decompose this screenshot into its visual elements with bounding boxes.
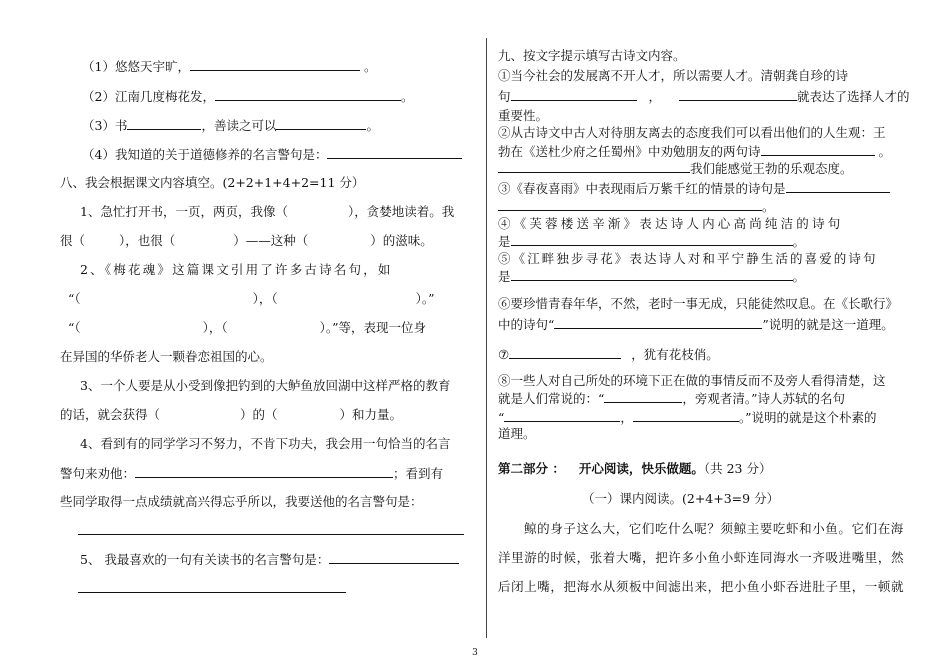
question-7-3: （3）书 ，善读之可以 。	[82, 118, 379, 133]
question-7-4: （4）我知道的关于道德修养的名言警句是：	[82, 146, 462, 163]
question-9-3-line2: 。	[498, 198, 775, 215]
answer-blank[interactable]	[215, 88, 401, 101]
question-9-7: ⑦ ，犹有花枝俏。	[498, 347, 719, 362]
question-8-1-line1: 1、急忙打开书，一页，两页，我像（ ），贪婪地读着。我	[80, 204, 455, 219]
answer-blank[interactable]	[329, 551, 459, 564]
question-9-3-line1: ③《春夜喜雨》中表现雨后万紫千红的情景的诗句是	[498, 180, 890, 197]
question-9-2-line3: 我们能感觉王勃的乐观态度。	[498, 160, 853, 177]
section-8-title: 八、我会根据课文内容填空。(2+2+1+4+2=11 分）	[60, 175, 365, 190]
reading-paragraph-line1: 鲸的身子这么大，它们吃什么呢？须鲸主要吃虾和小鱼。它们在海	[524, 521, 904, 536]
question-9-8-line4: 道理。	[498, 426, 536, 441]
question-9-8-line1: ⑧一些人对自己所处的环境下正在做的事情反而不及旁人看得清楚，这	[498, 373, 886, 388]
question-9-2-line2: 勃在《送杜少府之任蜀州》中劝勉朋友的两句诗 。	[498, 144, 892, 159]
question-8-5-line1: 5、 我最喜欢的一句有关读书的名言警句是：	[80, 551, 459, 568]
part-2-heading: 第二部分 ： 开心阅读，快乐做题。（共 23 分）	[498, 461, 772, 476]
answer-blank[interactable]	[633, 409, 739, 422]
answer-blank[interactable]	[190, 58, 360, 71]
question-9-8-line2: 就是人们常说的：“ ，旁观者清。”诗人苏轼的名句	[498, 391, 846, 406]
question-8-4-line3: 些同学取得一点成绩就高兴得忘乎所以，我要送他的名言警句是：	[60, 494, 423, 509]
question-8-4-line1: 4、看到有的同学学习不努力，不肯下功夫，我会用一句恰当的名言	[80, 436, 451, 451]
reading-paragraph-line3: 后闭上嘴，把海水从须板中间滤出来，把小鱼小虾吞进肚子里，一顿就	[498, 579, 905, 594]
answer-blank[interactable]	[135, 465, 393, 478]
question-9-1-line1: ①当今社会的发展离不开人才，所以需要人才。清朝龚自珍的诗	[498, 68, 849, 83]
answer-blank[interactable]	[511, 88, 637, 101]
question-7-2: （2）江南几度梅花发， 。	[82, 89, 414, 104]
question-8-3-line1: 3、一个人要是从小受到像把钓到的大鲈鱼放回湖中这样严格的教育	[80, 378, 451, 393]
answer-blank[interactable]	[679, 88, 797, 101]
answer-blank[interactable]	[78, 580, 346, 593]
question-9-1-line2: 句 ， 就表达了选择人才的	[498, 89, 910, 104]
question-8-2-line3: “（ ），（ ）。”等，表现一位身	[68, 320, 427, 335]
answer-blank[interactable]	[498, 160, 690, 173]
question-8-5-answer-line	[78, 580, 346, 597]
question-9-8-line3: “ ， 。”说明的就是这个朴素的	[498, 410, 877, 425]
answer-blank[interactable]	[511, 268, 793, 281]
question-9-4-line2: 是 。	[498, 234, 806, 249]
answer-blank[interactable]	[509, 346, 621, 359]
answer-blank[interactable]	[276, 117, 366, 130]
answer-blank[interactable]	[498, 198, 762, 211]
question-9-2-line1: ②从古诗文中古人对待朋友离去的态度我们可以看出他们的人生观：王	[498, 125, 886, 140]
answer-blank[interactable]	[761, 143, 875, 156]
question-9-6-line2: 中的诗句“ ”说明的就是这一道理。	[498, 317, 894, 332]
question-8-1-line2: 很（ ），也很（ ）——这种（ ）的滋味。	[60, 233, 433, 248]
question-9-5-line1: ⑤《江畔独步寻花》表达诗人对和平宁静生活的喜爱的诗句	[498, 251, 878, 266]
reading-paragraph-line2: 洋里游的时候，张着大嘴，把许多小鱼小虾连同海水一齐吸进嘴里，然	[498, 550, 905, 565]
question-9-6-line1: ⑥要珍惜青春年华，不然，老时一事无成，只能徒然叹息。在《长歌行》	[498, 296, 899, 311]
question-9-5-line2: 是 。	[498, 269, 806, 284]
reading-section-title: （一）课内阅读。(2+4+3=9 分）	[582, 491, 780, 506]
question-8-2-line1: 2、《梅花魂》这篇课文引用了许多古诗名句，如	[80, 262, 393, 277]
answer-blank[interactable]	[604, 390, 682, 403]
question-8-2-line2: “（ ），（ ）。”	[68, 291, 435, 306]
answer-blank[interactable]	[327, 146, 462, 159]
answer-blank[interactable]	[504, 409, 620, 422]
section-9-title: 九、按文字提示填写古诗文内容。	[498, 48, 686, 63]
question-7-1: （1）悠悠天宇旷， 。	[82, 59, 377, 74]
answer-blank[interactable]	[78, 522, 464, 535]
question-9-4-line1: ④《芙蓉楼送辛渐》表达诗人内心高尚纯洁的诗句	[498, 216, 844, 231]
column-divider	[486, 38, 487, 638]
question-9-1-line3: 重要性。	[498, 108, 549, 123]
answer-blank[interactable]	[554, 316, 762, 329]
answer-blank[interactable]	[127, 117, 201, 130]
answer-blank[interactable]	[786, 180, 890, 193]
answer-blank[interactable]	[511, 233, 793, 246]
question-8-3-line2: 的话，就会获得（ ）的（ ）和力量。	[60, 407, 403, 422]
question-8-4-answer-line	[78, 522, 464, 539]
page-number: 3	[472, 648, 478, 658]
question-8-2-line4: 在异国的华侨老人一颗眷恋祖国的心。	[60, 349, 273, 364]
question-8-4-line2: 警句来劝他： ；看到有	[60, 466, 444, 481]
